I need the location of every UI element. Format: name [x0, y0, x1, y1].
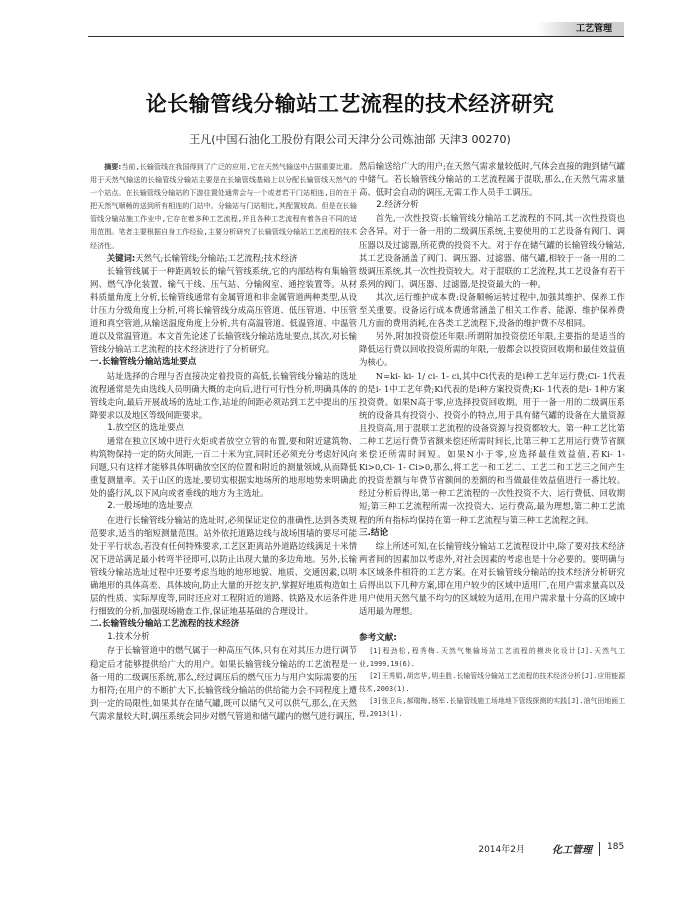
section-2-2-paragraph-3: 另外,附加投资偿还年限:所谓附加投资偿还年限,主要指的是适当的降低运行费以回收投资所需的年限,一般都会以投资回收期和最佳效益值为核心。	[359, 331, 625, 368]
keywords	[90, 252, 357, 265]
references	[359, 632, 625, 720]
keywords-text: 天然气;长输管线;分输站;工艺流程;技术经济	[135, 252, 298, 263]
section-2-2-paragraph-1: 首先,一次性投资:长输管线分输站工艺流程的不同,其一次性投资也会各异。对于一备一用的二级调压系统,主要使用的工艺设备有阀门、调压器以及过滤器,所花费的投资不大。对于存在储气罐的长输管线分输站,其工艺设备涵盖了阀门、调压器、过滤器、储气罐,相较于一备一用的二级调压系统,其一次性投资较大。对于混联的工艺流程,其工艺设备有若干系列的阀门、调压器、过滤器,是投资最大的一种。	[359, 213, 625, 289]
abstract-text: 当前,长输管线在我国得到了广泛的应用,它在天然气输送中占据重要比重。用于天然气输送的长输管线分输站主要是在长输管线基础上以分配长输管线天然气的一个站点。在长输管线分输站的下游往置处通常会与一个或者若干门站相连,目的在于把天然气顺畅的送到所有相连的门站中。分输站与门站相比,其配置较高。但是在长输管线分输站施工作业中,它存在着多种工艺流程,并且各种工艺流程有着各自不同的适用范围。笔者主要根据自身工作经验,主要分析研究了长输管线分输站工艺流程的技术经济性。	[90, 162, 357, 250]
article-title: 论长输管线分输站工艺流程的技术经济研究	[145, 92, 555, 116]
section-3-heading: 三.结论	[359, 527, 389, 538]
continued-paragraph: 然后输送给广大的用户;在天然气需求量较低时,气体会直接的跑到储气罐中储气。若长输管线分输站的工艺流程属于混联,那么,在天然气需求量高、低时会自动的调压,无需工作人员手工调压。	[359, 161, 625, 198]
section-2-1-heading: 1.技术分析	[107, 632, 150, 643]
section-tab: 工艺管理	[536, 22, 624, 36]
section-1-2-paragraph: 在进行长输管线分输站的选址时,必须保证定位的准确性,达到各类规范要求,适当的缩短测量范围。站外依托道路边线与战场围墙的要尽可能处于平行状态,若没有任何特殊要求,工艺区距离站外道路边线满足十米情况下进站满足最小转弯半径即可,以防止出现大量的多边角地。另外,长输管线分输站选址过程中还要考虑当地的地形地貌、地质、交通因素,以明确地形的具体高差、具体坡向,防止大量的开挖支护,掌握好地质构造如土层的性质、实际厚度等,同时还应对工程附近的道路、铁路及水运条件进行细致的分析,加强现场勘查工作,保证地基基础的合理设计。	[90, 514, 357, 617]
reference-item: [2]王秀娟,胡忠华,明圭胜.长输管线分输站工艺流程的技术经济分析[J].应用能源技术,2003(1).	[359, 672, 625, 693]
reference-item: [1]程劲松,程秀梅.天然气集输场站工艺流程的模块化设计[J].天然气工业,1999,19(6).	[359, 647, 625, 668]
section-3-paragraph: 综上所述可知,在长输管线分输站工艺流程设计中,除了要对技术经济两者间的因素加以考虑外,对社会因素的考虑也是十分必要的。要明确与本区域条件相符的工艺方案。在对长输管线分输站的技术经济分析研究后得出以下几种方案,即在用户较少的区域中适用厂,在用户需求量高以及用户使用天然气量不均匀的区域较为适用,在用户需求量十分高的区域中适用最为理想。	[359, 540, 625, 617]
running-header-rule	[88, 22, 624, 37]
right-column	[359, 160, 625, 720]
section-2-heading: 二.长输管线分输站工艺流程的技术经济	[90, 619, 240, 630]
references-heading: 参考文献:	[359, 633, 397, 644]
section-1-heading: 一.长输管线分输站选址要点	[90, 357, 197, 368]
issue-date: 2014年2月	[478, 845, 525, 855]
left-column	[90, 160, 357, 723]
section-2-2-formula-paragraph: N=ki- ki- 1/ ci- 1- ci,其中Ci代表的是i种工艺年运行费;Ci- 1代表的是i- 1中工艺年费;Ki代表的是i种方案投资费;Ki- 1代表的是i- 1种方案投资费。如果N高于零,应选择投资回收期。用于一备一用的二级调压系统的设备具有投资小、投资小的特点,用于具有储气罐的设备在大量资源且投资高,用于混联工艺流程的设备资源与投资都较大。第一种工艺比第二种工艺运行费节省额来偿还所需时间长,比第三种工艺用运行费节省额来偿还所需时间短。如果N小于零,应选择最佳效益值,若Ki- 1- Ki>0,Ci- 1- Ci>0,那么,将工艺一和工艺二、工艺二和工艺三之间产生的投资差额与年费节省额间的差额的和当做最佳效益值进行一番比较。经过分析后得出,第一种工艺流程的一次性投资不大、运行费低、回收期短;第三种工艺流程所需一次投资大、运行费高,最为理想,第二种工艺流程的所有指标均保持在第一种工艺流程与第三种工艺流程之间。	[359, 370, 625, 525]
section-1-2-heading: 2.一般场地的选址要点	[107, 501, 193, 512]
page-number: 185	[607, 842, 625, 852]
author-line: 王凡(中国石油化工股份有限公司天津分公司炼油部 天津3 00270)	[189, 133, 511, 146]
section-1-1-heading: 1.放空区的选址要点	[107, 422, 185, 433]
section-2-2-paragraph-2: 其次,运行维护成本费:设备顺畅运转过程中,加强其维护、保养工作至关重要。设备运行成本费通常涵盖了相关工作者、能源、维护保养费几方面的费用消耗,在各类工艺流程下,设备的维护费不尽相同。	[359, 291, 625, 329]
abstract	[90, 160, 357, 252]
abstract-label: 摘要:	[104, 162, 122, 171]
keywords-label: 关键词:	[106, 252, 136, 263]
journal-name: 化工管理	[552, 845, 592, 856]
page-footer	[0, 842, 625, 858]
footer-divider	[599, 842, 600, 856]
reference-item: [3]张卫兵,郝瑞梅,杨军.长输管线施工场地地下管线探测的实践[J].油气田地面工程,2013(1).	[359, 697, 625, 718]
section-2-2-heading: 2.经济分析	[376, 200, 419, 211]
section-2-1-paragraph: 存于长输管道中的燃气属于一种高压气体,只有在对其压力进行调节稳定后才能够提供给广大的用户。如果长输管线分输站的工艺流程是一备一用的二级调压系统,那么,经过调压后的燃气压力与用户实际需要的压力相符;在用户的不断扩大下,长输管线分输站的供给能力会不同程度上遭到一定的局限性,如果其存在储气罐,既可以储气又可以供气,那么,在天然气需求量较大时,调压系统会同步对燃气管道和储气罐内的燃气进行调压,	[90, 645, 357, 721]
section-1-1-paragraph: 通常在独立区域中进行火炬或者放空立管的布置,要和附近建筑物、构筑物保持一定的防火间距,一百二十米为宜,同时还必须充分考虑好风向问题,只有这样才能够具体明确放空区的位置和附近的测量领域,从而降低重复测量率。关于山区的选址,要切实根据实地场所的地形地势来明确此处的盛行风,以下风向或者垂线的地方为主选址。	[90, 435, 357, 499]
intro-paragraph: 长输管线属于一种距离较长的输气管线系统,它的内部结构有集输管网、燃气净化装置、输气干线、压气站、分输阀室、通控装置等。从材料质量角度上分析,长输管线通常有金属管道和非金属管道两种类型,从设计压力分级角度上分析,可将长输管线分成高压管道、低压管道、中压管道和真空管道,从输送温度角度上分析,共有高温管道、低温管道、中温管道以及常温管道。本文首先论述了长输管线分输站选址要点,其次,对长输管线分输站工艺流程的技术经济进行了分析研究。	[90, 265, 357, 355]
section-1-paragraph: 站址选择的合理与否直接决定着投资的高低,长输管线分输站的选址流程通常是先由选线人员明确大概的走向后,进行可行性分析,明确具体的管线走向,最后开展战场的选址工作,站址的间距必须站到工艺中提出的压降要求以及地区等级间距要求。	[90, 370, 357, 420]
